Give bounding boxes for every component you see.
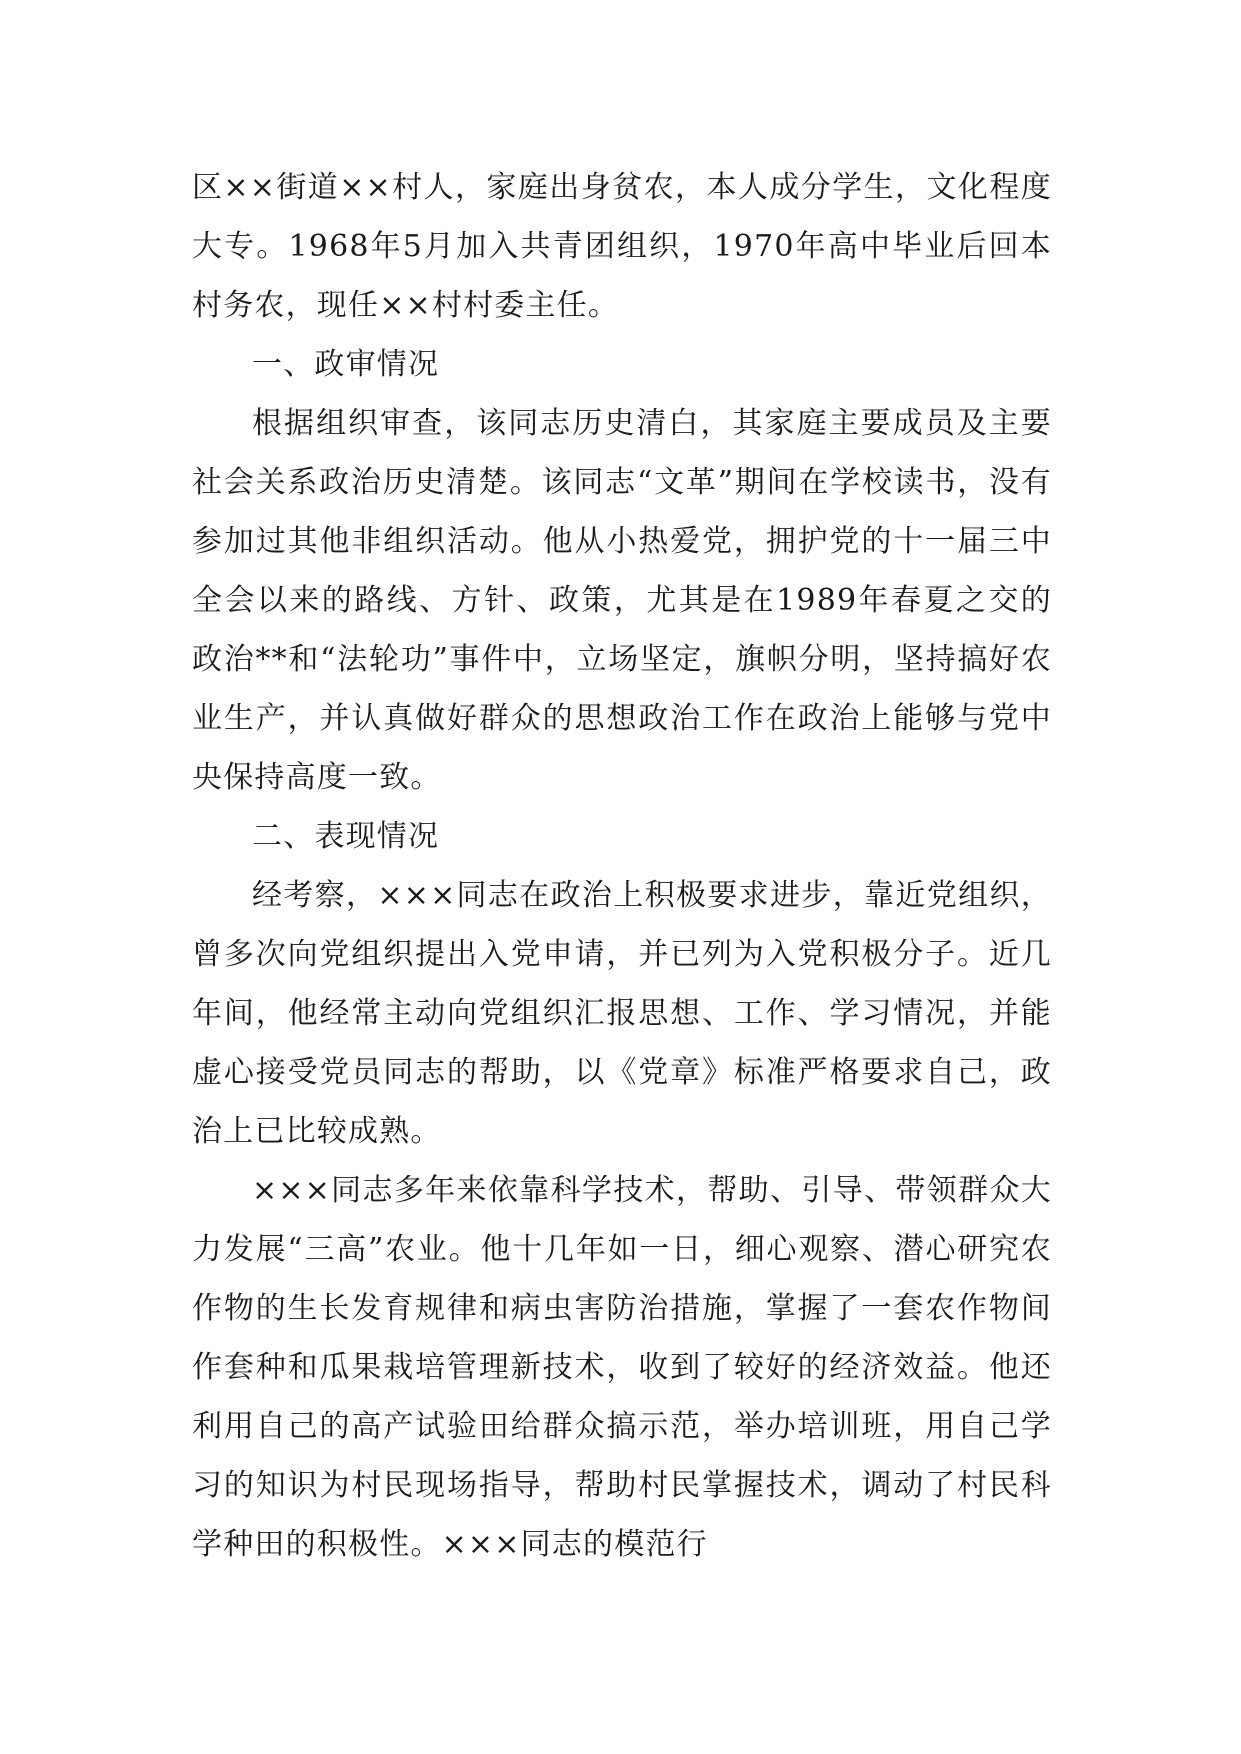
paragraph-political-review: 根据组织审查，该同志历史清白，其家庭主要成员及主要社会关系政治历史清楚。该同志“文革”期间在学校读书，没有参加过其他非组织活动。他从小热爱党，拥护党的十一届三中全会以来的路线、方针、政策，尤其是在1989年春夏之交的政治**和“法轮功”事件中，立场坚定，旗帜分明，坚持搞好农业生产，并认真做好群众的思想政治工作在政治上能够与党中央保持高度一致。 xyxy=(192,406,1052,795)
paragraph-intro: 区××街道××村人，家庭出身贫农，本人成分学生，文化程度大专。1968年5月加入共青团组织，1970年高中毕业后回本村务农，现任××村村委主任。 xyxy=(192,170,1052,323)
document-body xyxy=(192,158,1052,1574)
paragraph-performance-2: ×××同志多年来依靠科学技术，帮助、引导、带领群众大力发展“三高”农业。他十几年如一日，细心观察、潜心研究农作物的生长发育规律和病虫害防治措施，掌握了一套农作物间作套种和瓜果栽培管理新技术，收到了较好的经济效益。他还利用自己的高产试验田给群众搞示范，举办培训班，用自己学习的知识为村民现场指导，帮助村民掌握技术，调动了村民科学种田的积极性。×××同志的模范行 xyxy=(192,1173,1052,1562)
section-heading-political-review: 一、政审情况 xyxy=(252,347,440,382)
paragraph-performance-1: 经考察，×××同志在政治上积极要求进步，靠近党组织，曾多次向党组织提出入党申请，并已列为入党积极分子。近几年间，他经常主动向党组织汇报思想、工作、学习情况，并能虚心接受党员同志的帮助，以《党章》标准严格要求自己，政治上已比较成熟。 xyxy=(192,878,1052,1149)
section-heading-performance: 二、表现情况 xyxy=(252,819,440,854)
